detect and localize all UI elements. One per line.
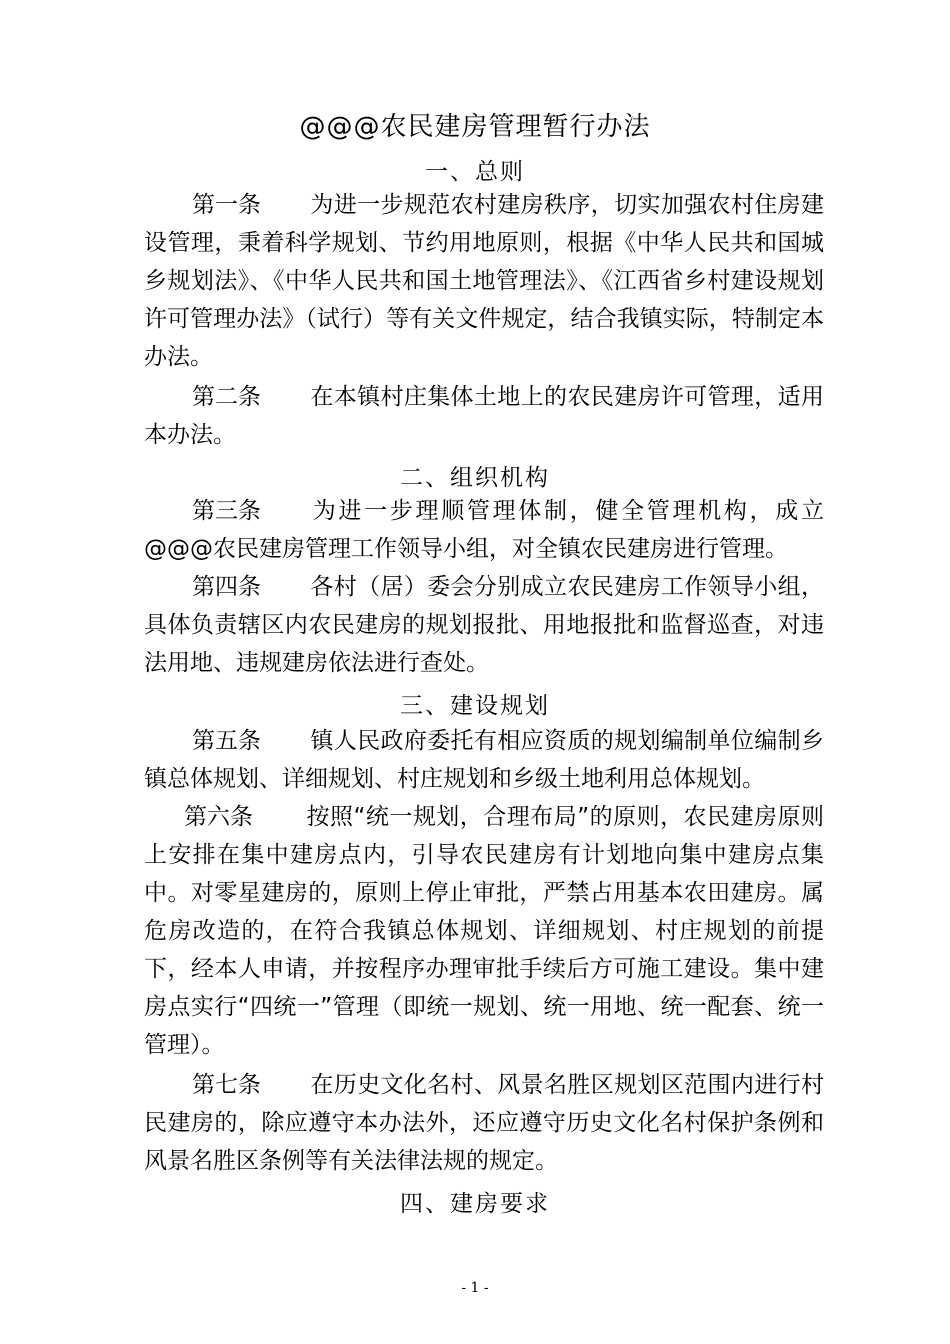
article-number: 第六条 (184, 804, 253, 830)
document-title: @@@农民建房管理暂行办法 (299, 112, 651, 142)
article-number: 第二条 (192, 384, 261, 410)
article-1 (144, 186, 824, 376)
article-number: 第五条 (192, 728, 261, 754)
section-heading-general: 一、总则 (425, 159, 525, 185)
page-number: - 1 - (461, 1280, 489, 1296)
article-number: 第三条 (192, 498, 261, 524)
article-text: 镇人民政府委托有相应资质的规划编制单位编制乡镇总体规划、详细规划、村庄规划和乡级土地利用总体规划。 (144, 728, 824, 792)
article-text: 按照“统一规划，合理布局”的原则，农民建房原则上安排在集中建房点内，引导农民建房有计划地向集中建房点集中。对零星建房的，原则上停止审批，严禁占用基本农田建房。属危房改造的，在符合我镇总体规划、详细规划、村庄规划的前提下，经本人申请，并按程序办理审批手续后方可施工建设。集中建房点实行“四统一”管理（即统一规划、统一用地、统一配套、统一管理）。 (144, 804, 824, 1058)
article-text: 在本镇村庄集体土地上的农民建房许可管理，适用本办法。 (144, 384, 824, 448)
article-text: 为进一步规范农村建房秩序，切实加强农村住房建设管理，秉着科学规划、节约用地原则，根据《中华人民共和国城乡规划法》、《中华人民共和国土地管理法》、《江西省乡村建设规划许可管理办法》（试行）等有关文件规定，结合我镇实际，特制定本办法。 (144, 192, 824, 370)
article-number: 第四条 (192, 574, 261, 600)
article-4 (144, 568, 824, 682)
article-text: 为进一步理顺管理体制，健全管理机构，成立@@@农民建房管理工作领导小组，对全镇农民建房进行管理。 (144, 498, 824, 562)
article-number: 第七条 (192, 1072, 261, 1098)
article-3 (144, 492, 824, 568)
article-7 (144, 1066, 824, 1180)
article-6 (144, 798, 824, 1064)
section-heading-organization: 二、组织机构 (400, 465, 550, 491)
article-5 (144, 722, 824, 798)
article-text: 各村（居）委会分别成立农民建房工作领导小组，具体负责辖区内农民建房的规划报批、用地报批和监督巡查，对违法用地、违规建房依法进行查处。 (144, 574, 824, 676)
article-2 (144, 378, 824, 454)
section-heading-planning: 三、建设规划 (400, 693, 550, 719)
section-heading-requirements: 四、建房要求 (400, 1191, 550, 1217)
article-text: 在历史文化名村、风景名胜区规划区范围内进行村民建房的，除应遵守本办法外，还应遵守历史文化名村保护条例和风景名胜区条例等有关法律法规的规定。 (144, 1072, 824, 1174)
article-number: 第一条 (192, 192, 261, 218)
